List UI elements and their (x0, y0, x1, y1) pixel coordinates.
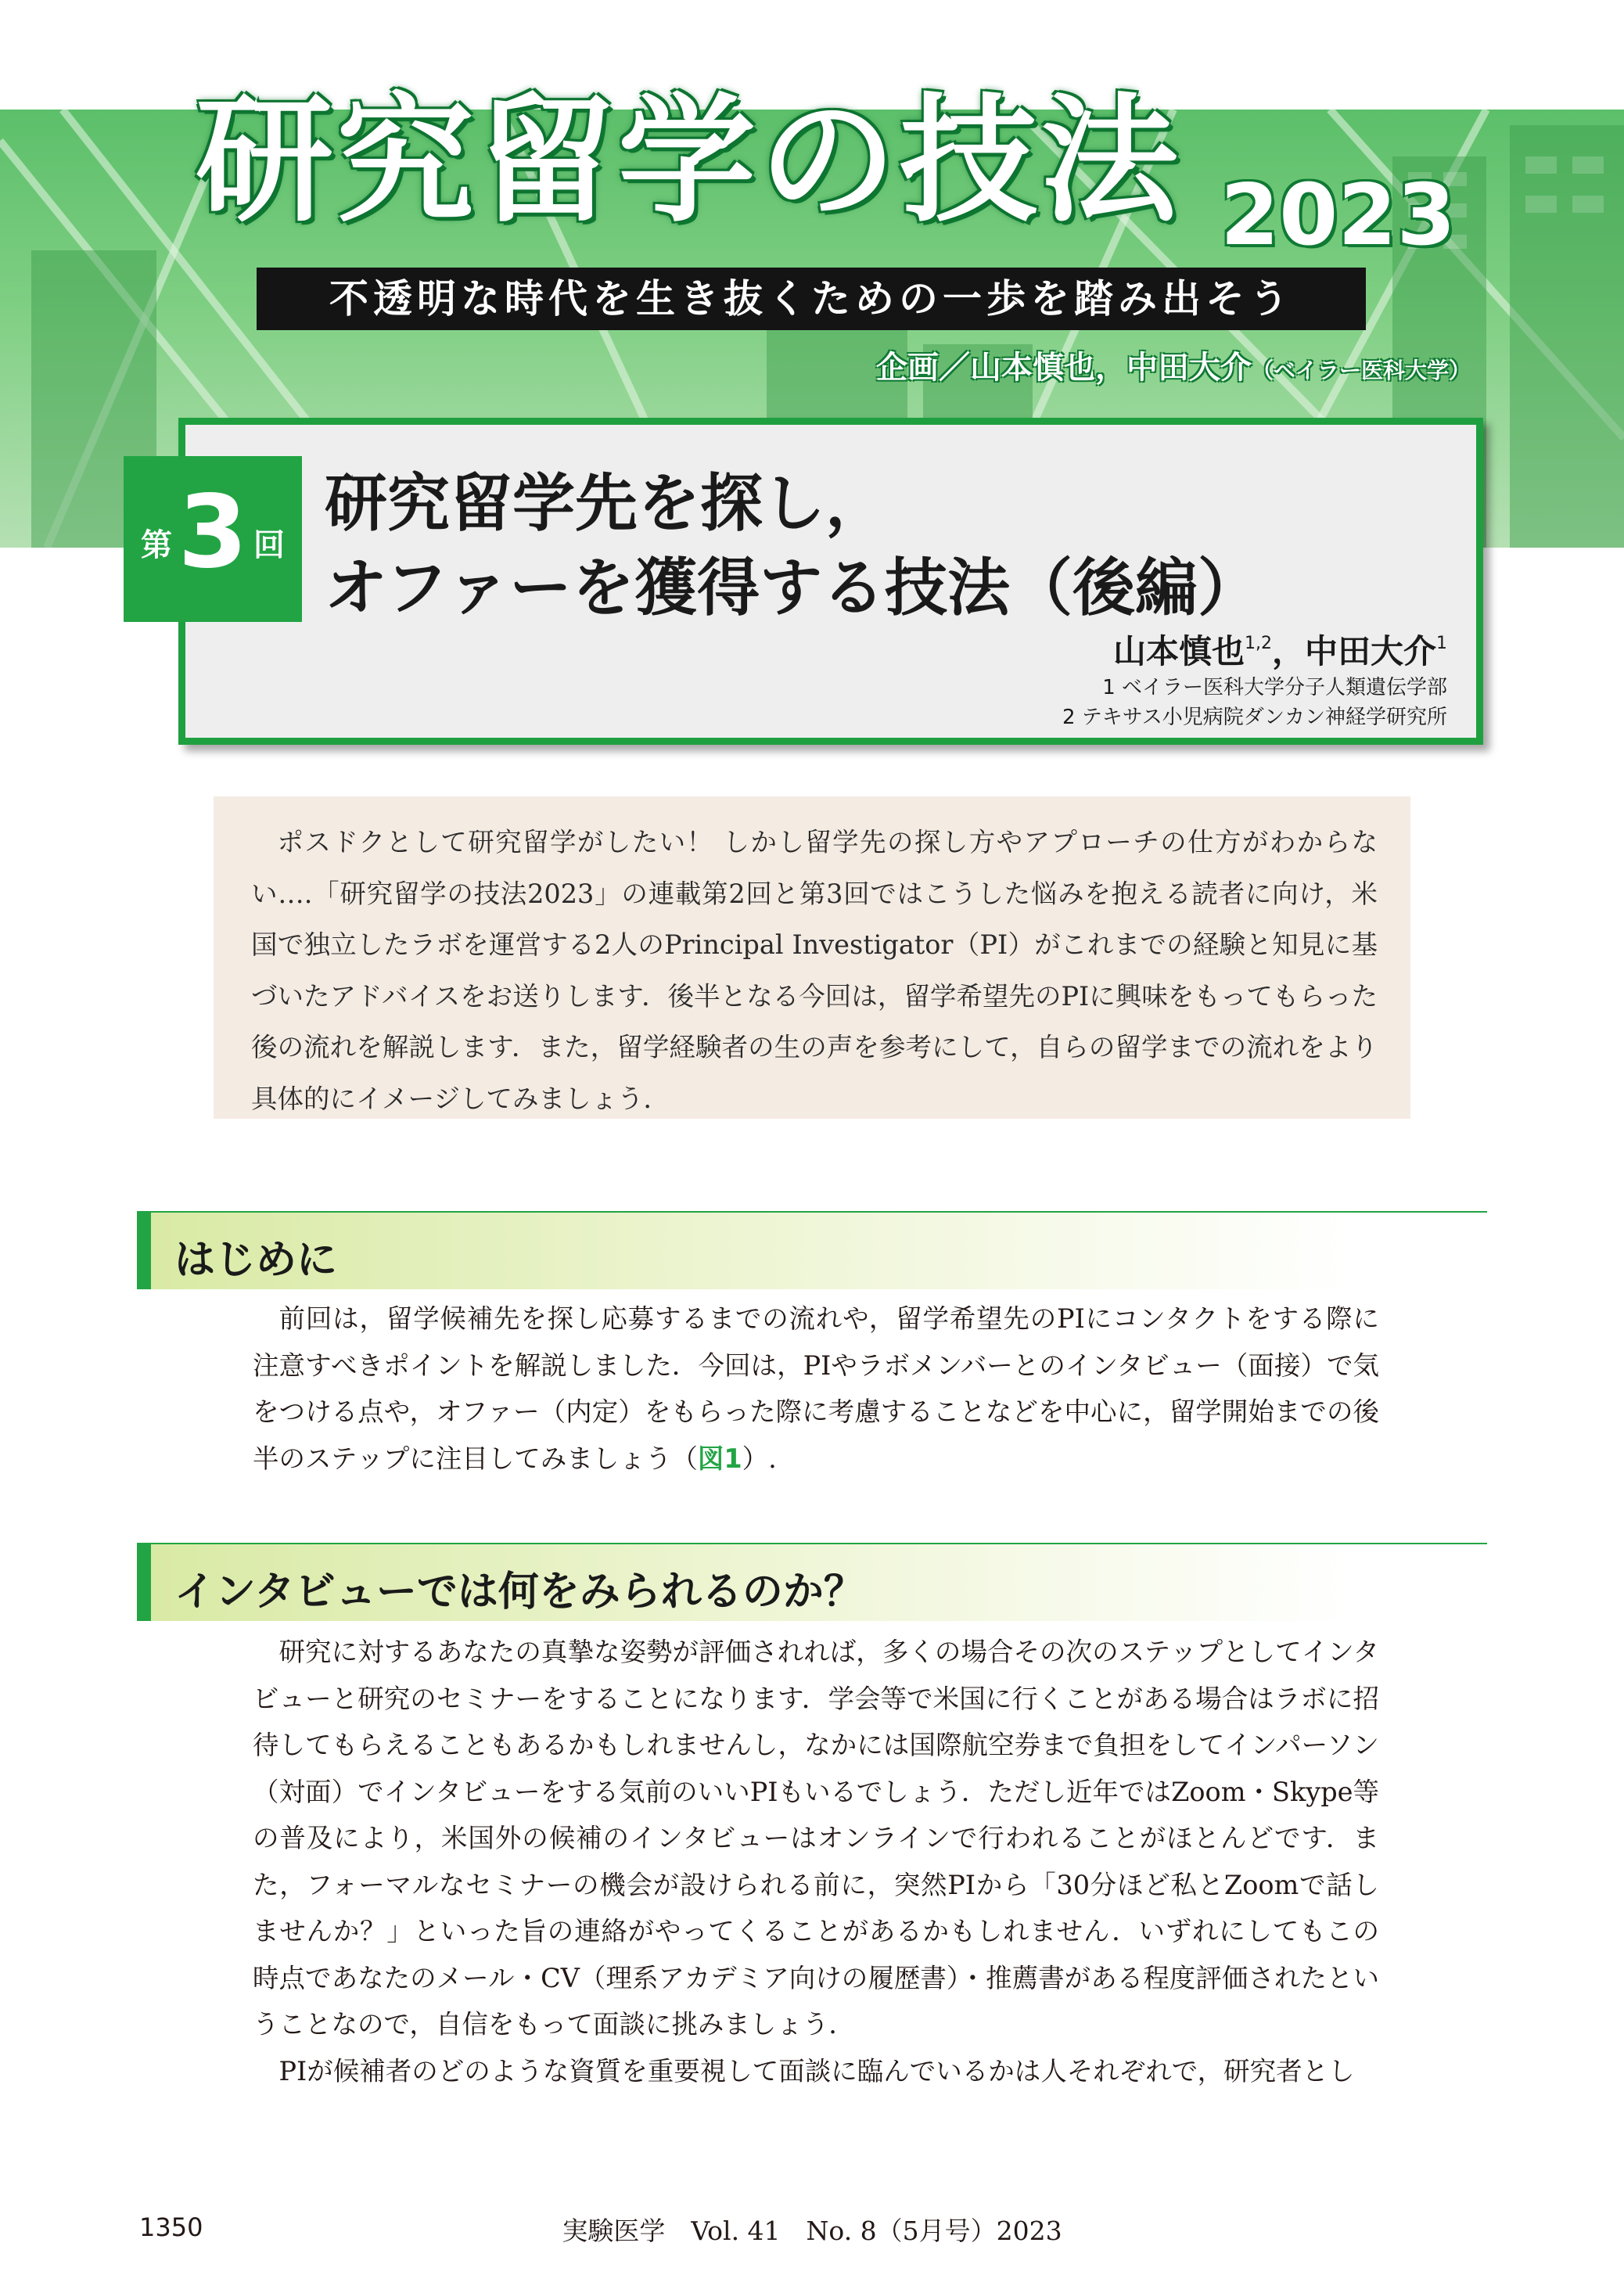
affiliation-item: 2 テキサス小児病院ダンカン神経学研究所 (1062, 706, 1447, 729)
heading-gradient (151, 1213, 1487, 1289)
planners-affiliation: （ベイラー医科大学） (1251, 358, 1471, 383)
heading-marker (137, 1211, 151, 1289)
journal-citation: 実験医学 Vol. 41 No. 8（5月号）2023 (562, 2216, 1062, 2246)
page-number: 1350 (139, 2212, 203, 2242)
section-body-interview (253, 1629, 1379, 2094)
article-title-line-2: オファーを獲得する技法（後編） (325, 552, 1260, 624)
article-title-line-1: 研究留学先を探し， (325, 467, 888, 540)
section-heading-introduction (137, 1211, 1482, 1289)
body-paragraph (253, 1296, 1379, 1482)
affiliation-item: 1 ベイラー医科大学分子人類遺伝学部 (1102, 676, 1447, 699)
planners-names: 企画／山本慎也，中田大介 (875, 350, 1252, 386)
lead-box (214, 796, 1410, 1119)
heading-marker (137, 1543, 151, 1621)
episode-number: 3 (178, 474, 248, 591)
author-name: 山本慎也 (1112, 632, 1245, 670)
lead-text: ポスドクとして研究留学がしたい！ しかし留学先の探し方やアプローチの仕方がわからない….「研究留学の技法2023」の連載第2回と第3回ではこうした悩みを抱える読者に向け，米国で独立したラボを運営する2人のPrincipal Investigator（PI）がこれまでの経験と知見に基づいたアドバイスをお送りします．後半となる今回は，留学希望先のPIに興味をもってもらった後の流れを解説します．また，留学経験者の生の声を参考にして，自らの留学までの流れをより具体的にイメージしてみましょう． (251, 827, 1378, 1114)
episode-prefix: 第 (141, 527, 172, 563)
author-name: 中田大介 (1304, 632, 1436, 670)
paragraph-text-end: ）. (742, 1443, 777, 1474)
body-paragraph: PIが候補者のどのような資質を重要視して面談に臨んでいるかは人それぞれで，研究者とし (278, 2055, 1355, 2086)
episode-suffix: 回 (253, 527, 285, 563)
section-body-introduction (253, 1296, 1379, 1482)
heading-rule (151, 1543, 1487, 1544)
body-paragraph: 研究に対するあなたの真摯な姿勢が評価されれば，多くの場合その次のステップとしてインタビューと研究のセミナーをすることになります．学会等で米国に行くことがある場合はラボに招待してもらえることもあるかもしれませんし，なかには国際航空券まで負担をしてインパーソン（対面）でインタビューをする気前のいいPIもいるでしょう．ただし近年ではZoom・Skype等の普及により，米国外の候補のインタビューはオンラインで行われることがほとんどです．また，フォーマルなセミナーの機会が設けられる前に，突然PIから「30分ほど私とZoomで話しませんか？」といった旨の連絡がやってくることがあるかもしれません．いずれにしてもこの時点であなたのメール・CV（理系アカデミア向けの履歴書）・推薦書がある程度評価されたということなので，自信をもって面談に挑みましょう． (253, 1637, 1379, 2040)
series-subtitle: 不透明な時代を生き抜くための一歩を踏み出そう (329, 276, 1293, 322)
author-separator: ， (1271, 632, 1305, 670)
episode-badge (124, 456, 302, 622)
author-affiliation-mark: 1 (1436, 634, 1447, 653)
section-heading-text: はじめに (174, 1237, 338, 1284)
author-affiliations (1062, 673, 1447, 732)
section-heading-interview (137, 1543, 1482, 1621)
figure-reference-link[interactable]: 図1 (697, 1443, 742, 1474)
heading-rule (151, 1211, 1487, 1213)
series-planners (876, 343, 1471, 387)
article-authors (1113, 626, 1447, 673)
author-affiliation-mark: 1,2 (1244, 634, 1272, 653)
article-title (325, 462, 1260, 631)
series-title: 研究留学の技法 (196, 81, 1182, 241)
paragraph-text: 前回は，留学候補先を探し応募するまでの流れや，留学希望先のPIにコンタクトをする際に注意すべきポイントを解説しました．今回は，PIやラボメンバーとのインタビュー（面接）で気をつける点や，オファー（内定）をもらった際に考慮することなどを中心に，留学開始までの後半のステップに注目してみましょう（ (253, 1303, 1379, 1474)
series-year: 2023 (1220, 167, 1456, 264)
section-heading-text: インタビューでは何をみられるのか？ (174, 1569, 864, 1616)
